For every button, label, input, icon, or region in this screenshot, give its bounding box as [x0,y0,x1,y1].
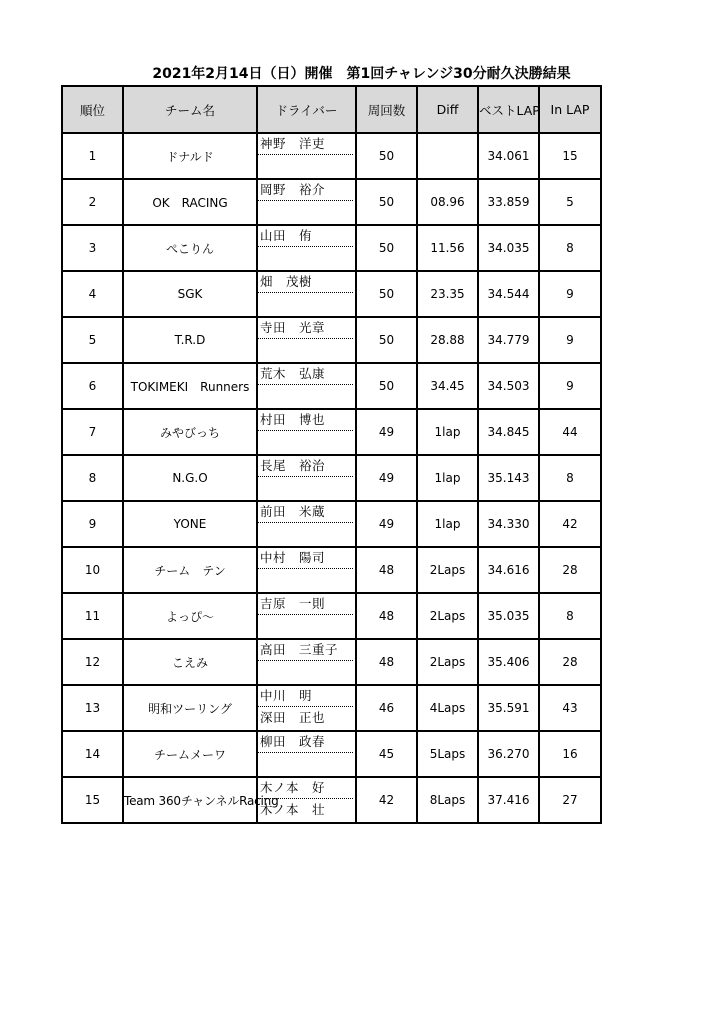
best-lap-cell: 34.061 [478,133,539,179]
in-lap-cell: 8 [539,593,601,639]
rank-cell: 15 [62,777,123,823]
team-cell: よっぴ～ [123,593,257,639]
header-laps: 周回数 [356,86,417,133]
best-lap-cell: 35.406 [478,639,539,685]
page-title: 2021年2月14日（日）開催 第1回チャレンジ30分耐久決勝結果 [152,66,571,82]
best-lap-cell: 34.035 [478,225,539,271]
team-cell: 明和ツーリング [123,685,257,731]
table-row [62,501,601,547]
team-cell: N.G.O [123,455,257,501]
driver-cell [257,317,356,363]
driver-cell [257,225,356,271]
team-cell: OK RACING [123,179,257,225]
table-row [62,731,601,777]
laps-cell: 48 [356,547,417,593]
driver-name: 荒木 弘康 [258,364,353,385]
driver-cell [257,455,356,501]
table-row [62,271,601,317]
team-cell: みやびっち [123,409,257,455]
driver-cell [257,777,356,823]
results-body [62,133,601,823]
diff-cell: 1lap [417,409,478,455]
driver-name: 神野 洋吏 [258,134,353,155]
in-lap-cell: 28 [539,639,601,685]
diff-cell: 2Laps [417,547,478,593]
team-cell: チームメーワ [123,731,257,777]
driver-name: 前田 米蔵 [258,502,353,523]
laps-cell: 50 [356,363,417,409]
table-row [62,317,601,363]
driver-name: 村田 博也 [258,410,353,431]
best-lap-cell: 34.544 [478,271,539,317]
rank-cell: 3 [62,225,123,271]
table-row [62,179,601,225]
rank-cell: 5 [62,317,123,363]
team-cell: TOKIMEKI Runners [123,363,257,409]
driver-name: 高田 三重子 [258,640,353,661]
rank-cell: 9 [62,501,123,547]
table-row [62,685,601,731]
driver-cell [257,547,356,593]
header-diff: Diff [417,86,478,133]
in-lap-cell: 28 [539,547,601,593]
driver-name: 寺田 光章 [258,318,353,339]
driver-name: 長尾 裕治 [258,456,353,477]
header-best-lap: ベストLAP [478,86,539,133]
laps-cell: 49 [356,455,417,501]
in-lap-cell: 42 [539,501,601,547]
team-cell: ドナルド [123,133,257,179]
best-lap-cell: 37.416 [478,777,539,823]
best-lap-cell: 35.591 [478,685,539,731]
driver-name: 吉原 一則 [258,594,353,615]
driver-cell [257,363,356,409]
rank-cell: 1 [62,133,123,179]
table-row [62,409,601,455]
best-lap-cell: 34.503 [478,363,539,409]
laps-cell: 49 [356,501,417,547]
header-row [62,86,601,133]
driver-cell [257,639,356,685]
in-lap-cell: 15 [539,133,601,179]
team-cell: チーム テン [123,547,257,593]
diff-cell: 23.35 [417,271,478,317]
driver-cell [257,685,356,731]
diff-cell [417,133,478,179]
rank-cell: 14 [62,731,123,777]
diff-cell: 08.96 [417,179,478,225]
rank-cell: 10 [62,547,123,593]
rank-cell: 13 [62,685,123,731]
driver-cell [257,179,356,225]
table-row [62,777,601,823]
laps-cell: 50 [356,133,417,179]
best-lap-cell: 35.035 [478,593,539,639]
diff-cell: 5Laps [417,731,478,777]
laps-cell: 48 [356,593,417,639]
table-row [62,363,601,409]
driver-name: 中村 陽司 [258,548,353,569]
best-lap-cell: 36.270 [478,731,539,777]
best-lap-cell: 34.845 [478,409,539,455]
in-lap-cell: 8 [539,455,601,501]
driver-cell [257,133,356,179]
results-table [61,85,602,824]
driver-name: 深田 正也 [260,710,326,725]
laps-cell: 45 [356,731,417,777]
driver-name: 木ノ本 好 [258,778,353,799]
diff-cell: 2Laps [417,593,478,639]
diff-cell: 34.45 [417,363,478,409]
team-cell: Team 360チャンネルRacing [123,777,257,823]
in-lap-cell: 43 [539,685,601,731]
driver-name: 岡野 裕介 [258,180,353,201]
driver-cell [257,271,356,317]
header-rank: 順位 [62,86,123,133]
rank-cell: 7 [62,409,123,455]
driver-name: 山田 侑 [258,226,353,247]
table-row [62,547,601,593]
team-cell: ぺこりん [123,225,257,271]
table-row [62,455,601,501]
team-cell: こえみ [123,639,257,685]
driver-cell [257,501,356,547]
rank-cell: 8 [62,455,123,501]
best-lap-cell: 34.330 [478,501,539,547]
rank-cell: 11 [62,593,123,639]
best-lap-cell: 34.616 [478,547,539,593]
rank-cell: 2 [62,179,123,225]
driver-cell [257,731,356,777]
team-cell: SGK [123,271,257,317]
driver-cell [257,409,356,455]
diff-cell: 11.56 [417,225,478,271]
laps-cell: 50 [356,225,417,271]
header-team: チーム名 [123,86,257,133]
best-lap-cell: 34.779 [478,317,539,363]
rank-cell: 4 [62,271,123,317]
diff-cell: 8Laps [417,777,478,823]
diff-cell: 28.88 [417,317,478,363]
in-lap-cell: 16 [539,731,601,777]
driver-name: 柳田 政春 [258,732,353,753]
laps-cell: 49 [356,409,417,455]
table-row [62,225,601,271]
in-lap-cell: 27 [539,777,601,823]
rank-cell: 12 [62,639,123,685]
table-row [62,639,601,685]
driver-name: 畑 茂樹 [258,272,353,293]
header-in-lap: In LAP [539,86,601,133]
driver-name: 中川 明 [258,686,353,707]
in-lap-cell: 9 [539,271,601,317]
laps-cell: 48 [356,639,417,685]
best-lap-cell: 33.859 [478,179,539,225]
header-driver: ドライバー [257,86,356,133]
team-cell: YONE [123,501,257,547]
driver-name: 木ノ本 壮 [260,802,326,817]
table-row [62,593,601,639]
diff-cell: 1lap [417,455,478,501]
laps-cell: 50 [356,271,417,317]
in-lap-cell: 5 [539,179,601,225]
laps-cell: 50 [356,317,417,363]
driver-cell [257,593,356,639]
table-row [62,133,601,179]
diff-cell: 4Laps [417,685,478,731]
in-lap-cell: 44 [539,409,601,455]
diff-cell: 1lap [417,501,478,547]
laps-cell: 50 [356,179,417,225]
laps-cell: 42 [356,777,417,823]
best-lap-cell: 35.143 [478,455,539,501]
team-cell: T.R.D [123,317,257,363]
diff-cell: 2Laps [417,639,478,685]
laps-cell: 46 [356,685,417,731]
in-lap-cell: 9 [539,363,601,409]
in-lap-cell: 9 [539,317,601,363]
in-lap-cell: 8 [539,225,601,271]
rank-cell: 6 [62,363,123,409]
